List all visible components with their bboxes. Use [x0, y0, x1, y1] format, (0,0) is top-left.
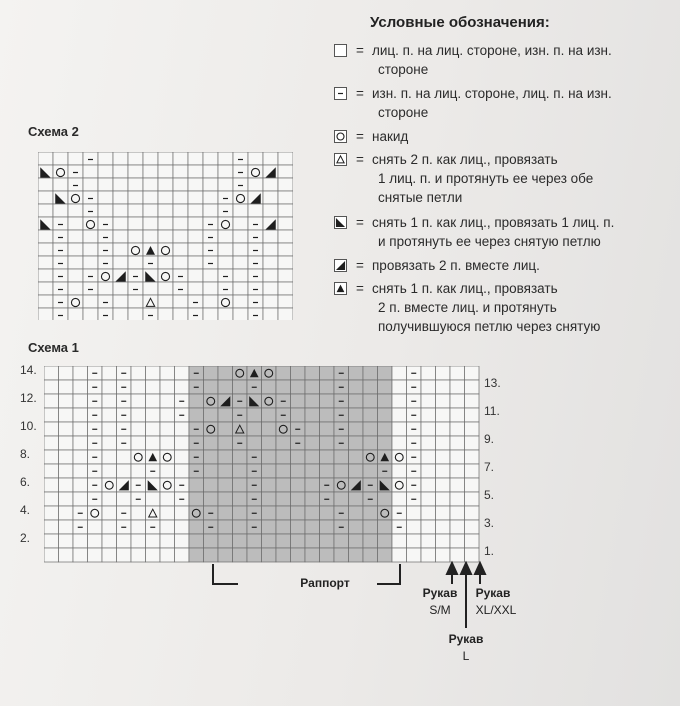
legend-line: изн. п. на лиц. стороне, лиц. п. на изн. — [372, 86, 612, 101]
legend-equals: = — [356, 280, 364, 296]
legend-line: 2 п. вместе лиц. и протянуть — [378, 299, 557, 315]
legend-line: снять 1 п. как лиц., провязать 1 лиц. п. — [372, 215, 615, 230]
legend-equals: = — [356, 258, 364, 273]
legend-equals: = — [356, 151, 364, 167]
legend-line: стороне — [378, 105, 429, 120]
row-number-right: 3. — [484, 516, 495, 530]
sleeve-xl-title: Рукав — [475, 586, 511, 600]
repeat-label: Раппорт — [300, 576, 350, 590]
legend-line: провязать 2 п. вместе лиц. — [372, 258, 540, 273]
legend-line: стороне — [378, 62, 429, 77]
row-number-left: 14. — [20, 363, 37, 377]
legend-line: и протянуть ее через снятую петлю — [378, 234, 601, 249]
row-number-left: 12. — [20, 391, 37, 405]
legend-line: 1 лиц. п. и протянуть ее через обе — [378, 170, 594, 186]
legend-title: Условные обозначения: — [370, 14, 550, 31]
legend-equals: = — [356, 215, 364, 230]
legend-line: получившуюся петлю через снятую — [378, 318, 601, 334]
legend-line: снять 1 п. как лиц., провязать — [372, 280, 558, 296]
row-number-right: 9. — [484, 432, 495, 446]
row-number-left: 4. — [20, 503, 31, 517]
sleeve-xl-size: XL/XXL — [475, 603, 517, 617]
sleeve-sm-size: S/M — [429, 603, 451, 617]
row-number-left: 10. — [20, 419, 37, 433]
legend-line: лиц. п. на лиц. стороне, изн. п. на изн. — [372, 43, 612, 58]
sleeve-l-size: L — [462, 649, 470, 663]
legend-line: накид — [372, 129, 409, 144]
schema2-title: Схема 2 — [28, 124, 79, 139]
row-number-left: 8. — [20, 447, 31, 461]
sleeve-arrow-xl — [475, 563, 485, 584]
row-number-right: 5. — [484, 488, 495, 502]
legend-line: снять 2 п. как лиц., провязать — [372, 151, 558, 167]
row-number-right: 11. — [484, 404, 500, 418]
row-number-left: 6. — [20, 475, 31, 489]
row-number-right: 7. — [484, 460, 495, 474]
legend-equals: = — [356, 86, 364, 101]
sleeve-arrow-sm — [447, 563, 457, 584]
legend-equals: = — [356, 43, 364, 58]
sleeve-sm-title: Рукав — [422, 586, 458, 600]
schema1-title: Схема 1 — [28, 340, 79, 355]
legend-equals: = — [356, 129, 364, 144]
sleeve-l-title: Рукав — [448, 632, 484, 646]
row-number-right: 1. — [484, 544, 495, 558]
legend-line: снятые петли — [378, 189, 463, 205]
row-number-right: 13. — [484, 376, 501, 390]
row-number-left: 2. — [20, 531, 31, 545]
